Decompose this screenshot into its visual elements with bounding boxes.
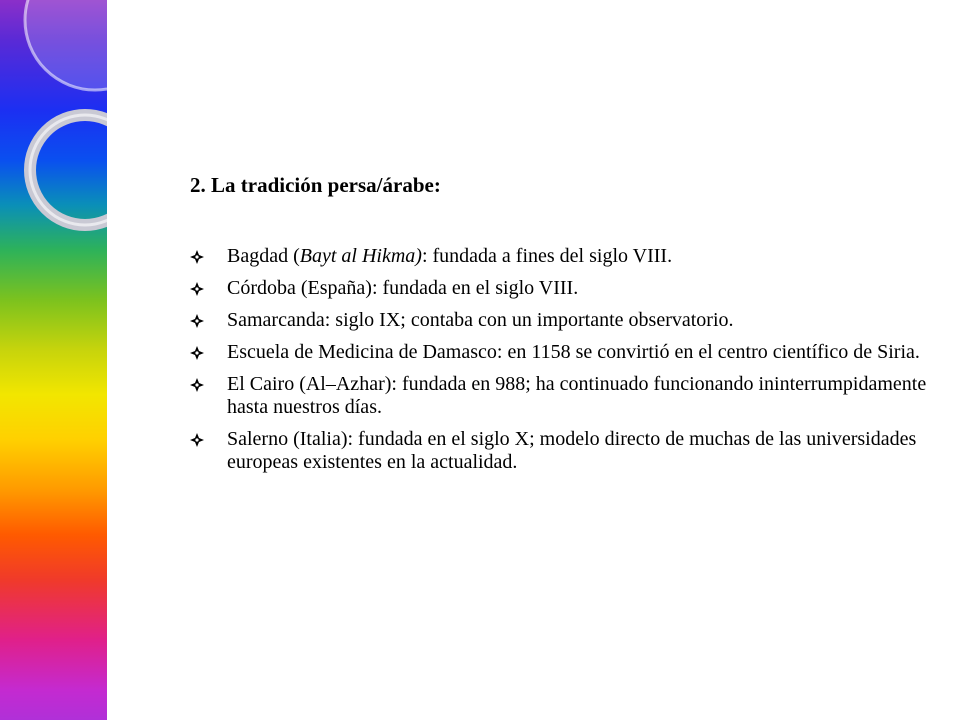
bullet-item-salerno [190,428,930,474]
diamond-clover-icon [190,433,204,447]
bullet-item-cordoba [190,277,930,300]
bullet-text-suffix: : fundada a fines del siglo VIII. [421,245,673,267]
diamond-clover-icon [190,314,204,328]
bullet-text: El Cairo (Al–Azhar): fundada en 988; ha continuado funcionando ininterrumpidamente hasta nuestros días. [227,373,927,418]
diamond-clover-icon [190,250,204,264]
bullet-text-italic: Bayt al Hikma) [299,245,422,267]
slide-heading: 2. La tradición persa/árabe: [190,173,441,197]
bullet-list [190,245,930,474]
diamond-clover-icon [190,378,204,392]
bullet-text: Samarcanda: siglo IX; contaba con un importante observatorio. [227,309,734,331]
bullet-text-prefix: Bagdad ( [227,245,300,267]
slide-content [190,170,930,483]
bullet-item-damasco [190,341,930,364]
bullet-text: Escuela de Medicina de Damasco: en 1158 se convirtió en el centro científico de Siria. [227,341,920,363]
rainbow-side-bar [0,0,107,720]
bullet-text: Córdoba (España): fundada en el siglo VIII. [227,277,579,299]
bullet-item-el-cairo [190,373,930,419]
bullet-item-samarcanda [190,309,930,332]
ring-decoration [0,0,107,720]
bullet-item-bagdad [190,245,930,268]
large-ring-decoration [25,0,107,90]
diamond-clover-icon [190,346,204,360]
grey-ring-decoration [30,115,107,225]
diamond-clover-icon [190,282,204,296]
bullet-text: Salerno (Italia): fundada en el siglo X; modelo directo de muchas de las universidades europeas existentes en la actualidad. [227,428,917,473]
